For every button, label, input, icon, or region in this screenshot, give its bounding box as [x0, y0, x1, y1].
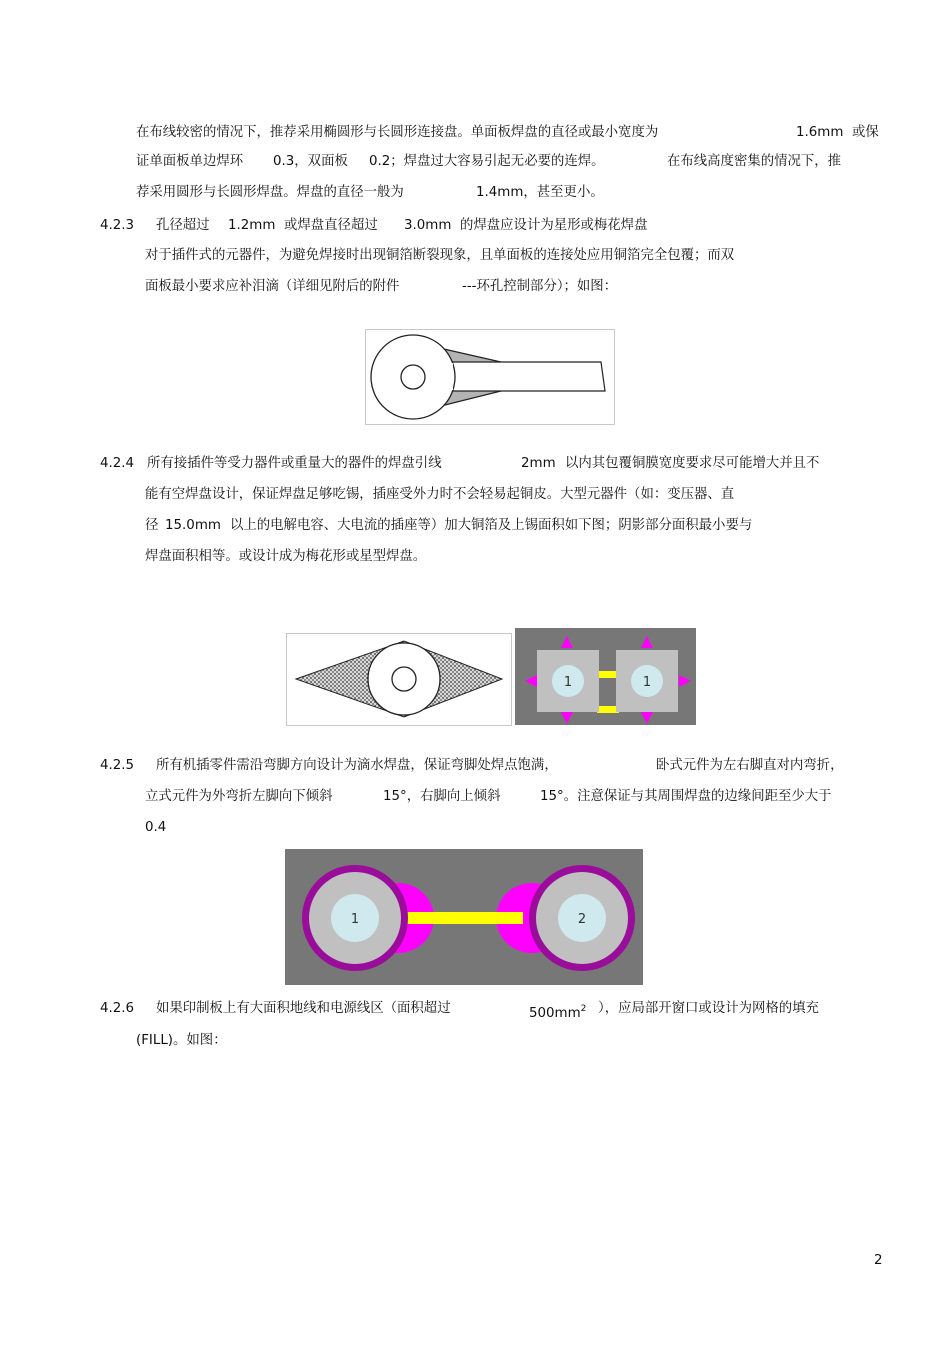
text-line: 0.2；焊盘过大容易引起无必要的连焊。: [369, 154, 605, 169]
pad-label: 1: [350, 912, 360, 927]
text-value: [529, 1000, 586, 1023]
text-value: 0.3，双面板: [273, 154, 348, 169]
text-value: 15.0mm: [165, 518, 221, 533]
text-value: 15°，右脚向上倾斜: [383, 789, 501, 804]
square-pads-figure: [515, 628, 696, 725]
text-line: 在布线高度密集的情况下，推: [667, 154, 842, 169]
section-number: 4.2.5: [100, 758, 135, 773]
text-value: 1.6mm: [796, 125, 844, 140]
pad-label: 1: [642, 675, 652, 690]
text-line: 所有机插零件需沿弯脚方向设计为滴水焊盘，保证弯脚处焊点饱满，: [156, 758, 558, 773]
text-line: 在布线较密的情况下，推荐采用椭圆形与长圆形连接盘。单面板焊盘的直径或最小宽度为: [136, 125, 659, 140]
text-line: 以上的电解电容、大电流的插座等）加大铜箔及上锡面积如下图；阴影部分面积最小要与: [230, 518, 753, 533]
section-number: 4.2.6: [100, 1001, 135, 1016]
text-line: 如果印制板上有大面积地线和电源线区（面积超过: [156, 1001, 451, 1016]
text-line: ---环孔控制部分）；如图：: [462, 279, 618, 294]
text-line: 对于插件式的元器件，为避免焊接时出现铜箔断裂现象，且单面板的连接处应用铜箔完全包覆；而双: [145, 248, 735, 263]
text-value: 500mm: [529, 1006, 581, 1021]
pad-label: 2: [577, 912, 587, 927]
section-number: 4.2.3: [100, 218, 135, 233]
text-line: 的焊盘应设计为星形或梅花焊盘: [460, 218, 648, 233]
text-line: 15°。注意保证与其周围焊盘的边缘间距至少大于: [540, 789, 832, 804]
text-line: 径: [145, 518, 159, 533]
text-line: 或焊盘直径超过: [284, 218, 378, 233]
text-line: 证单面板单边焊环: [136, 154, 244, 169]
text-value: 0.4: [145, 820, 167, 835]
text-line: 面板最小要求应补泪滴（详细见附后的附件: [145, 279, 400, 294]
section-number: 4.2.4: [100, 456, 135, 471]
star-pad-figure: [286, 633, 512, 726]
text-line: 荐采用圆形与长圆形焊盘。焊盘的直径一般为: [136, 185, 404, 200]
text-line: 所有接插件等受力器件或重量大的器件的焊盘引线: [147, 456, 442, 471]
text-line: 焊盘面积相等。或设计成为梅花形或星型焊盘。: [145, 549, 427, 564]
text-value: 1.2mm: [228, 218, 276, 233]
text-line: 或保: [852, 125, 879, 140]
text-value: 3.0mm: [404, 218, 452, 233]
round-pads-teardrop-figure: [285, 849, 643, 985]
text-line: (FILL)。如图：: [136, 1033, 227, 1048]
pad-label: 1: [563, 675, 573, 690]
text-line: 以内其包覆铜膜宽度要求尽可能增大并且不: [565, 456, 820, 471]
text-line: 能有空焊盘设计，保证焊盘足够吃锡，插座受外力时不会轻易起铜皮。大型元器件（如：变压器、直: [145, 487, 735, 502]
text-line: ），应局部开窗口或设计为网格的填充: [598, 1001, 819, 1016]
text-line: 立式元件为外弯折左脚向下倾斜: [145, 789, 333, 804]
text-line: 孔径超过: [156, 218, 210, 233]
superscript: 2: [580, 1004, 587, 1014]
text-value: 1.4mm，甚至更小。: [476, 185, 604, 200]
text-line: 卧式元件为左右脚直对内弯折，: [656, 758, 844, 773]
page-number: 2: [874, 1253, 883, 1268]
text-value: 2mm: [521, 456, 556, 471]
teardrop-pad-figure: [365, 329, 615, 425]
